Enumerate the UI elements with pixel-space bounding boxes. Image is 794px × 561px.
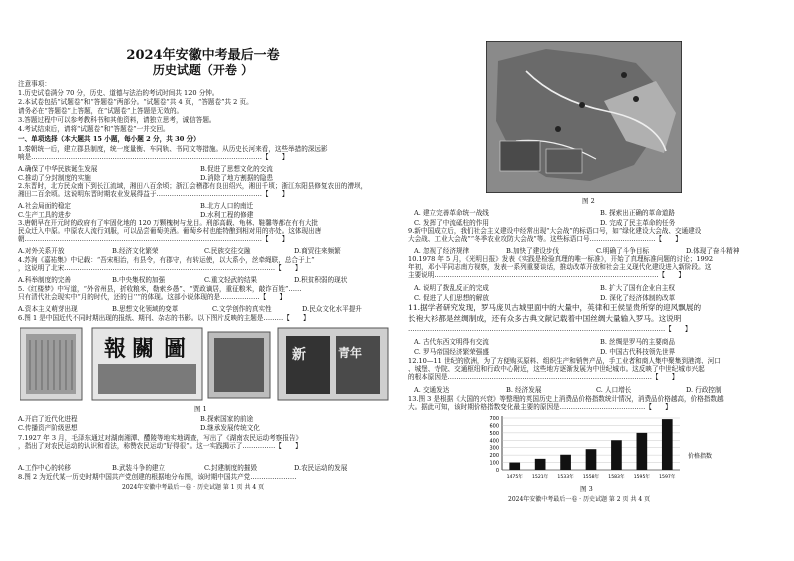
option-d: D. 完成了民主革命的任务 [600,219,676,227]
y-tick-label: 0 [495,468,499,474]
question-6: 6.图 1 是中国近代不同时期出现的报纸、期刊、杂志的书影。以下图片反映的主题是………【 】 [18,314,310,322]
question-4: 4.苏洵《嘉祐集》中记载：“吾宋相治，有县令，有郡守，有转运使，以大系小，丝牵绳联，总合于上” [18,256,315,264]
question-9: 9.新中国成立后，我们社会主义建设中经常出现“大会战”的标语口号，如“绿化建设大会战、交通建设 [408,227,702,235]
legend-label: 价格指数 [688,453,713,460]
question-9-line2: 大会战、工业大会战”“冬季农业攻防大会战”等。这些标语口号…………………………【 】 [408,235,682,243]
option-b: B.加快了建设步伐 [506,247,560,255]
question-1-line2: 响是……………………………………………………………………………………………【 】 [18,153,289,161]
x-tick-label: 1595年 [633,475,651,480]
option-b: B.探索国家的前途 [200,415,254,423]
x-tick-label: 1597年 [659,475,676,480]
figure-2-map [486,41,682,193]
question-3-line3: 朝………………………………………………………………………………………………【 】 [18,235,289,243]
question-2: 2.东晋时，北方民众南下到长江流域，湘田八百余顷；浙江会稽郡有良田绍兴，湘田千顷；浙江东阳县修复农田的漕坝， [18,182,368,190]
left-page [12,0,394,561]
option-b: B.经济文化繁荣 [112,247,159,255]
question-2-line2: 湘田二百余顷。这说明东晋时期农业发展得益于…………………………………………【 】 [18,190,289,198]
bar [586,449,597,470]
note-line: 4.考试结束后，请将“试题卷”和“答题卷”一并交回。 [18,125,170,133]
figure-1-word: 關 [132,336,155,362]
bar [509,463,520,470]
option-b: B.思想文化领域的变革 [112,305,179,313]
exam-subtitle: 历史试题（开卷 ） [152,63,254,77]
figure-3-chart [478,412,758,482]
question-3-line2: 民众迁入中原。中原农人流行刘服，可以品尝葡萄美酒。葡萄乡村也能特酿到相对用的亦处。这体现出唐 [18,227,322,235]
option-a: A.开启了近代化进程 [18,415,78,423]
question-5-line2: 只有清代社会现实中“月的时代，还的日‘’”的体现。这部小说体现的是………………【 】 [18,293,287,301]
question-10: 10.1978 年 5 月，《光明日报》发表《实践是检验真理的唯一标准》，开始了真理标准问题的讨论；1992 [408,255,714,263]
option-c: C.传播资产阶级思想 [18,424,78,432]
note-line: 3.答题过程中可以参考教科书和其他资料，请独立思考，诚信答题。 [18,116,216,124]
option-d: D. 中国古代科技领先世界 [600,348,676,356]
option-a: A.资本主义萌芽出现 [18,305,78,313]
figure-1-word: 報 [104,336,127,362]
option-d: D.消除了地方割据的隐患 [200,174,274,182]
note-line: 2.本试卷包括“试题卷”和“答题卷”两部分。“试题卷”共 4 页，“答题卷”共 2 页。 [18,98,253,106]
option-c: C. 人口增长 [596,386,632,394]
option-c: C.明确了斗争目标 [596,247,650,255]
bar [637,433,648,470]
question-11: 11.据学者研究发现，罗马庞贝古城里面中的大量中，英律和王侯显贵所穿的迎风飘展的 [408,303,702,312]
question-13: 13.图 3 是根据《大国的兴衰》等整理的英国历史上消费品价格指数统计情况，消费品价格越高，价格指数越 [408,395,724,403]
option-a: A.确保了中华民族诞生发展 [18,165,98,173]
figure-1-word: 圖 [164,336,187,362]
x-tick-label: 1533年 [557,475,574,480]
x-tick-label: 1475年 [506,475,523,480]
question-8: 8.图 2 为近代某一历史时期中国共产党创建的根据地分布图，该时期中国共产党………………… [18,473,297,481]
option-b: B.武装斗争的建立 [112,464,166,472]
note-line: 请务必在“答题卷”上答题，在“试题卷”上答题是无效的。 [18,107,184,115]
question-5: 5.《红楼梦》中写道，“外省州县，折收粮米，勒索乡愚”、“贾政谪居，重征粮米，敲诈百姓”…… [18,285,302,293]
option-d: D.继承发展传统文化 [200,424,260,432]
option-b: B. 扩大了国有企业自主权 [600,284,675,292]
question-3: 3.唐朝早在开元时的政府有了牢固化地的 120 万颗槐树与龙目。刑部高载、龟林、鞋馨等都在有有大批 [18,219,319,227]
y-tick-label: 200 [489,453,499,460]
option-d: D. 深化了经济体制的改革 [600,294,676,302]
option-c: C. 促进了人们思想的解放 [414,294,489,302]
section-heading: 一、单项选择（本大题共 15 小题，每小题 2 分，共 30 分） [18,135,200,143]
option-c: C.文学创作的真实性 [212,305,272,313]
question-13-line2: 大。据此可知，该时期价格指数变化最主要的原因是…………………………………【 】 [408,403,672,411]
figure-1-image [20,326,392,402]
question-4-line2: ，这说明了北宋……………………………………………………………………………………【 】 [18,264,302,272]
option-b: B.北方人口的南迁 [200,202,254,210]
option-d: D.商贸往来频繁 [294,247,341,255]
note-line: 1.历史试卷满分 70 分，历史、道德与法治的考试时间共 120 分钟。 [18,89,219,97]
option-a: A.社会局面的稳定 [18,202,72,210]
option-c: C.民族交往交融 [204,247,251,255]
question-12-line2: 、城堡、寺院、交通枢纽和行政中心附近，这些地方逐渐发展为中世纪城市。这反映了中世纪城市兴起 [408,365,705,373]
right-page [404,0,786,561]
question-10-line2: 年初，邓小平同志南方视察，发表一系列重要谈话，推动改革开放和社会主义现代化建设进入新阶段。这 [408,263,712,271]
bar [560,455,571,470]
option-a: A. 交通发达 [414,386,450,394]
page-footer: 2024年安徽中考最后一卷 · 历史试题 第 1 页 共 4 页 [122,484,265,491]
option-a: A. 建立完善革命统一战线 [414,209,489,217]
figure-1-word: 新 [292,347,306,363]
option-a: A. 说明了拨乱反正的完成 [414,284,489,292]
question-7-line2: ，指出了对农民运动的认识和看法，称赞农民运动“好得很”。这一实践揭示了……………【 】 [18,442,302,450]
option-b: B. 经济发展 [506,386,542,394]
option-c: C. 发挥了中流砥柱的作用 [414,219,489,227]
option-c: C.重文轻武的结果 [204,276,258,284]
question-12: 12.10—11 世纪的欧洲，为了方便购买原料、组织生产和销售产品，手工业者和商人集中聚集到港湾、河口 [408,357,721,365]
option-d: D.民众文化水平提升 [302,305,362,313]
x-tick-label: 1558年 [582,475,600,480]
option-b: B.中央集权的加强 [112,276,166,284]
option-a: A.工作中心的转移 [18,464,72,472]
y-tick-label: 600 [489,423,499,430]
option-c: C. 罗马帝国经济繁荣强盛 [414,348,489,356]
bar [662,419,673,470]
option-a: A. 忽视了经济规律 [414,247,470,255]
x-tick-label: 1521年 [531,475,549,480]
y-tick-label: 300 [489,445,499,452]
question-11-line3: ………………………………………………………………………………………………………【 】 [408,325,692,333]
option-a: A.科举制度的完善 [18,276,72,284]
y-tick-label: 100 [489,460,499,467]
bar [611,440,622,470]
bar [535,459,546,470]
question-1: 1.秦朝统一后，建立郡县制度，统一度量衡、车同轨、书同文等措施。从历史长河来看，这些举措的深远影 [18,145,328,153]
figure-1-caption: 图 1 [194,405,207,413]
x-tick-label: 1583年 [608,475,625,480]
question-7: 7.1927 年 3 月，毛泽东通过对湖南湘潭、醴陵等地实地调查，写出了《湖南农民运动考察报告》 [18,434,303,442]
option-a: A.对外关系开放 [18,247,65,255]
option-d: D.水利工程的修建 [200,211,254,219]
option-a: A. 古代东西文明得有交流 [414,338,489,346]
question-12-line3: 的根本原因是…………………………………………………………………………………【 】 [408,373,679,381]
option-d: D.积贫积弱的现状 [294,276,348,284]
option-b: B.促进了思想文化的交流 [200,165,273,173]
figure-2-caption: 图 2 [582,197,595,205]
exam-title: 2024年安徽中考最后一卷 [126,48,280,63]
option-c: C.封建制度的摧毁 [204,464,258,472]
question-11-line2: 长袍大衫都是丝绸制成，还有众多古典文献记载着中国丝绸大量输入罗马。这说明 [408,314,682,323]
option-b: B. 丝绸是罗马的主要商品 [600,338,675,346]
option-b: B. 探索出正确的革命道路 [600,209,675,217]
question-10-line3: 主要说明…………………………………………………………………………………………【 】 [408,271,685,279]
option-d: D. 行政控制 [686,386,722,394]
figure-3-caption: 图 3 [580,485,593,493]
notes-header: 注意事项： [18,80,51,88]
page-footer: 2024年安徽中考最后一卷 · 历史试题 第 2 页 共 4 页 [508,496,651,503]
y-tick-label: 400 [489,438,499,445]
option-d: D.农民运动的发展 [294,464,348,472]
option-c: C.生产工具的进步 [18,211,72,219]
y-tick-label: 500 [489,430,499,437]
y-tick-label: 700 [489,416,499,422]
option-c: C.推动了分封制度的实施 [18,174,91,182]
figure-1-word: 青年 [338,346,363,360]
option-d: D.体现了奋斗精神 [686,247,740,255]
